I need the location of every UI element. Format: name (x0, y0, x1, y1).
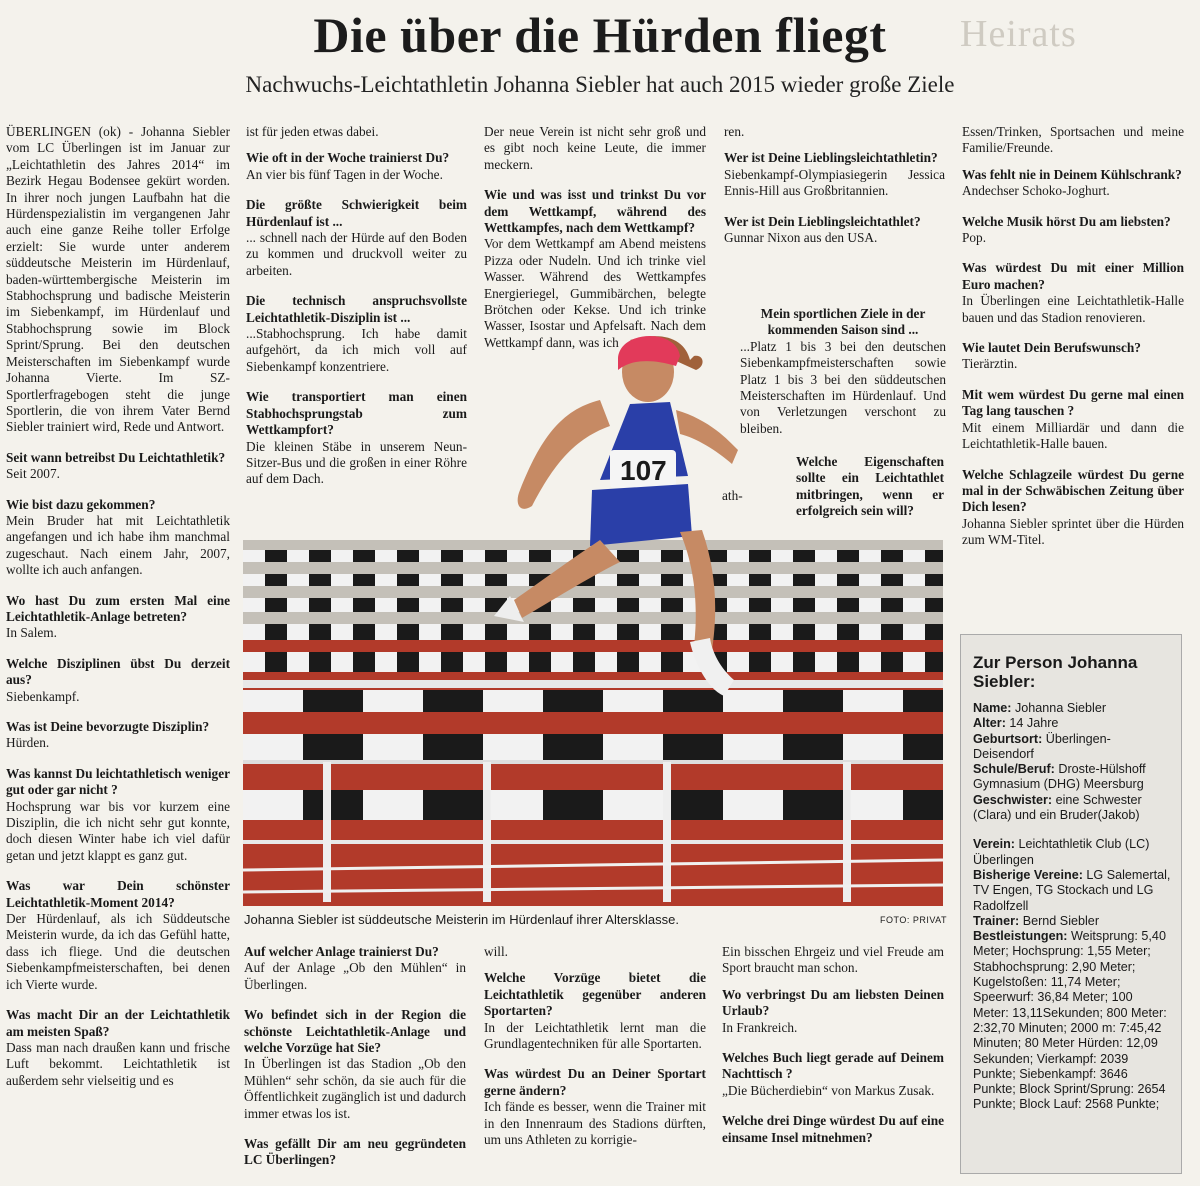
qa-item (724, 214, 945, 247)
question: Wie lautet Dein Berufswunsch? (962, 340, 1141, 356)
answer: An vier bis fünf Tagen in der Woche. (246, 166, 443, 182)
question: Seit wann betreibst Du Leichtathletik? (6, 449, 226, 465)
qa-list (962, 167, 1184, 549)
qa-item (246, 293, 467, 375)
lead-text: ren. (724, 124, 745, 139)
lead-text: Essen/Trinken, Sportsachen und meine Familie/Freunde. (962, 124, 1184, 156)
info-key: Bisherige Vereine: (973, 867, 1083, 882)
info-rows-sport (973, 837, 1171, 1112)
qa-item (244, 944, 466, 993)
info-value: Überlingen-Deisendorf (973, 731, 1111, 761)
qa-item (962, 167, 1184, 200)
qa-list (484, 970, 706, 1148)
info-row (973, 837, 1171, 868)
qa-item (6, 497, 230, 579)
lead-text: ist für jeden etwas dabei. (246, 124, 379, 139)
info-value: LG Salemertal, TV Engen, TG Stockach und LG Radolfzell (973, 867, 1171, 913)
question: Die größte Schwierigkeit beim Hürdenlauf ist ... (246, 197, 467, 229)
answer: Die kleinen Stäbe in unserem Neun-Sitzer-Bus und die großen in einer Röhre auf dem Dach. (246, 438, 467, 487)
answer: Mein Bruder hat mit Leichtathletik angefangen und ich habe ihm manchmal zugeschaut. Nach einem Jahr, 2007, wollte ich auch anfangen. (6, 512, 230, 578)
answer: In Überlingen eine Leichtathletik-Halle bauen und das Stadion renovieren. (962, 293, 1184, 325)
question: Welche Disziplinen übst Du derzeit aus? (6, 655, 230, 688)
info-key: Trainer: (973, 913, 1020, 928)
info-row (973, 868, 1171, 914)
subline: Nachwuchs-Leichtathletin Johanna Siebler hat auch 2015 wieder große Ziele (245, 72, 955, 97)
question: Welche Eigenschaften sollte ein Leichtathlet mitbringen, wenn er erfolgreich sein will? (796, 454, 944, 519)
info-row (973, 929, 1171, 1113)
question: Welche Schlagzeile würdest Du gerne mal in der Schwäbischen Zeitung über Dich lesen? (962, 466, 1184, 515)
info-key: Verein: (973, 837, 1015, 852)
qa-item (6, 656, 230, 705)
intro-paragraph: ÜBERLINGEN (ok) - Johanna Siebler vom LC Überlingen ist im Januar zur „Leichtathletin des Jahres 2014“ im Bezirk Hegau Bodensee gekürt worden. In ihrer noch jungen Laufbahn hat die Hürdenspezialistin im vergangenen Jahr auch eine ganze Reihe toller Erfolge erzielt: Sie wurde unter anderem süddeutsche Meisterin im Hürdenlauf, baden-württembergische Meisterin im Stabhochsprung und badische Meisterin im Siebenkampf, im Hürdenlauf und Stabhochsprung sowie im Block Sprint/Sprung. Bei den deutschen Meisterschaften im Siebenkampf wurde Johanna Vierte. Im SZ-Sportlerfragebogen steht die junge Sportlerin, die von ihrem Vater Bernd Siebler trainiert wird, Rede und Antwort. (6, 124, 230, 435)
photo-credit: FOTO: PRIVAT (880, 915, 948, 925)
info-row (973, 762, 1171, 793)
qa-list (246, 150, 467, 487)
hyphen-fragment: ath- (722, 488, 743, 503)
info-key: Geburtsort: (973, 731, 1043, 746)
goals-block (740, 306, 946, 437)
qa-item (244, 1136, 466, 1169)
question: Wie transportiert man einen Stabhochsprungstab zum Wettkampfort? (246, 389, 467, 438)
athlete-figure (480, 300, 740, 720)
traits-block (722, 454, 944, 520)
column-1 (6, 124, 230, 1103)
answer: Auf der Anlage „Ob den Mühlen“ in Überlingen. (244, 960, 466, 992)
answer: In Salem. (6, 625, 57, 641)
question: Was kannst Du leichtathletisch weniger gut oder gar nicht ? (6, 765, 230, 798)
answer: ... schnell nach der Hürde auf den Boden zu kommen und druckvoll weiter zu arbeiten. (246, 230, 467, 278)
qa-item (246, 150, 467, 183)
answer: Tierärztin. (962, 356, 1018, 372)
answer: „Die Bücherdiebin“ von Markus Zusak. (722, 1082, 935, 1098)
info-value: Bernd Siebler (1019, 913, 1100, 928)
qa-item (6, 593, 230, 642)
answer: Andechser Schoko-Joghurt. (962, 183, 1110, 199)
qa-item (6, 878, 230, 993)
qa-item (244, 1007, 466, 1122)
question: Wer ist Deine Lieblingsleichtathletin? (724, 150, 938, 166)
qa-item (962, 260, 1184, 326)
question: Was würdest Du an Deiner Sportart gerne ändern? (484, 1066, 706, 1098)
answer: Siebenkampf. (6, 688, 80, 704)
qa-item (6, 719, 230, 752)
question: Was war Dein schönster Leichtathletik-Moment 2014? (6, 878, 230, 910)
headline: Die über die Hürden fliegt (313, 7, 887, 63)
answer: Seit 2007. (6, 466, 60, 482)
question: Mit wem würdest Du gerne mal einen Tag lang tauschen ? (962, 386, 1184, 419)
qa-item (962, 214, 1184, 247)
column-2-bottom (244, 944, 466, 1183)
qa-item (246, 197, 467, 279)
qa-item (962, 340, 1184, 373)
qa-list (6, 450, 230, 1089)
answer: Der Hürdenlauf, als ich Süddeutsche Meisterin wurde, da ich das Gefühl hatte, dass ich fliege. Und die deutschen Siebenkampfmeisterschaften, bei denen ich Vierte wurde. (6, 911, 230, 992)
answer: Hürden. (6, 735, 50, 751)
question: Welche Vorzüge bietet die Leichtathletik gegenüber anderen Sportarten? (484, 970, 706, 1019)
column-4 (724, 124, 945, 260)
info-key: Alter: (973, 716, 1006, 731)
info-row (973, 914, 1171, 929)
answer: Hochsprung war bis vor kurzem eine Disziplin, die ich nicht sehr gut konnte, doch diesen Winter habe ich viel dafür getan und jetzt klappt es ganz gut. (6, 798, 230, 863)
answer: In Überlingen ist das Stadion „Ob den Mühlen“ sehr schön, da sie auch für die Öffentlichkeit zugänglich ist und dadurch immer etwas los ist. (244, 1056, 466, 1121)
qa-item (484, 970, 706, 1052)
column-4-bottom (722, 944, 944, 1160)
qa-item (6, 450, 230, 483)
qa-item (722, 987, 944, 1036)
qa-item (722, 1050, 944, 1099)
question: Was gefällt Dir am neu gegründeten LC Überlingen? (244, 1136, 466, 1168)
answer: Mit einem Milliardär und dann die Leichtathletik-Halle bauen. (962, 419, 1184, 452)
photo-caption: Johanna Siebler ist süddeutsche Meisterin im Hürdenlauf ihrer Altersklasse. (244, 912, 679, 927)
qa-item (246, 389, 467, 487)
info-row (973, 701, 1171, 716)
info-row (973, 793, 1171, 824)
answer: Vor dem Wettkampf am Abend meistens Pizza oder Nudeln. Und ich trinke viel Wasser. Während des Wettkampfes Energieriegel, Gummibärchen, belegte Brötchen oder Kekse. Und ich trinke Wasser, Isostar und Apfelsaft. Nach dem Wettkampf dann, was ich (484, 236, 706, 350)
column-2 (246, 124, 467, 502)
question: Was würdest Du mit einer Million Euro machen? (962, 260, 1184, 292)
question: Wie und was isst und trinkst Du vor dem Wettkampf, während des Wettkampfes, nach dem Wettkampf? (484, 187, 706, 236)
info-key: Bestleistungen: (973, 929, 1068, 944)
info-key: Geschwister: (973, 792, 1053, 807)
lead-text: Ein bisschen Ehrgeiz und viel Freude am Sport braucht man schon. (722, 944, 944, 976)
answer: In der Leichtathletik lernt man die Grundlagentechniken für alle Sportarten. (484, 1019, 706, 1052)
info-value: eine Schwester (Clara) und ein Bruder(Jakob) (973, 792, 1142, 823)
answer: ...Stabhochsprung. Ich habe damit aufgehört, da ich mich voll auf Siebenkampf konzentriere. (246, 326, 467, 374)
qa-list (722, 987, 944, 1146)
lead-text: will. (484, 944, 509, 959)
info-value: Johanna Siebler (1011, 701, 1107, 715)
answer: Gunnar Nixon aus den USA. (724, 230, 878, 246)
answer: Pop. (962, 230, 987, 246)
bib-number: 107 (620, 455, 667, 486)
qa-list (244, 944, 466, 1169)
answer: Siebenkampf-Olympiasiegerin Jessica Ennis-Hill aus Großbritannien. (724, 166, 945, 199)
info-key: Name: (973, 701, 1012, 715)
qa-item (962, 467, 1184, 549)
info-value: 14 Jahre (1005, 716, 1059, 731)
question: Wer ist Dein Lieblingsleichtathlet? (724, 213, 921, 229)
question: Was fehlt nie in Deinem Kühlschrank? (962, 166, 1182, 182)
question: Welches Buch liegt gerade auf Deinem Nachttisch ? (722, 1050, 944, 1082)
ghost-headline-right: Heirats (960, 13, 1077, 55)
info-row (973, 732, 1171, 763)
question: Wie oft in der Woche trainierst Du? (246, 150, 450, 166)
column-3-bottom (484, 944, 706, 1162)
question: Wo befindet sich in der Region die schönste Leichtathletik-Anlage und welche Vorzüge hat Sie? (244, 1007, 466, 1056)
question: Welche Musik hörst Du am liebsten? (962, 213, 1171, 229)
question: Wo verbringst Du am liebsten Deinen Urlaub? (722, 986, 944, 1019)
qa-list (724, 150, 945, 246)
question: Was ist Deine bevorzugte Disziplin? (6, 719, 210, 734)
question: Auf welcher Anlage trainierst Du? (244, 944, 439, 959)
qa-item (722, 1113, 944, 1146)
person-info-box (960, 634, 1182, 1174)
info-box-title: Zur Person Johanna Siebler: (973, 653, 1138, 691)
answer: Ich fände es besser, wenn die Trainer mit in den Innenraum des Stadions dürften, um uns Athleten zu korrigie- (484, 1099, 706, 1148)
question: Wie bist dazu gekommen? (6, 496, 156, 512)
qa-item (724, 150, 945, 199)
question: Die technisch anspruchsvollste Leichtathletik-Disziplin ist ... (246, 293, 467, 325)
info-value: Weitsprung: 5,40 Meter; Hochsprung: 1,55 Meter; Stabhochsprung: 2,90 Meter; Kugelstoßen: 11,74 Meter; Speerwurf: 36,84 Meter; 100 Meter: 13,11Sekunden; 800 Meter: 2:32,70 Minuten; 2000 m: 7:45,42 Minuten; 80 Meter Hürden: 12,09 Sekunden; Vierkampf: 2039 Punkte; Siebenkampf: 3646 Punkte; Block Sprint/Sprung: 2654 Punkte; Block Lauf: 2568 Punkte; (973, 929, 1167, 1112)
answer: ...Platz 1 bis 3 bei den deutschen Siebenkampfmeisterschaften sowie Platz 1 bis 3 bei den süddeutschen Meisterschaften im Hürdenlauf. Und von Verletzungen verschont zu bleiben. (740, 338, 946, 436)
info-value: Droste-Hülshoff Gymnasium (DHG) Meersburg (973, 762, 1146, 792)
qa-item (484, 1066, 706, 1148)
question: Was macht Dir an der Leichtathletik am meisten Spaß? (6, 1007, 230, 1039)
info-rows-personal (973, 701, 1171, 823)
lead-text: Der neue Verein ist nicht sehr groß und es gibt noch keine Leute, die immer meckern. (484, 124, 706, 172)
column-5 (962, 124, 1184, 563)
answer: In Frankreich. (722, 1019, 798, 1035)
question: Wo hast Du zum ersten Mal eine Leichtathletik-Anlage betreten? (6, 592, 230, 624)
qa-item (962, 387, 1184, 453)
info-row (973, 716, 1171, 731)
answer: Johanna Siebler sprintet über die Hürden zum WM-Titel. (962, 515, 1184, 548)
qa-item (6, 766, 230, 864)
qa-item (6, 1007, 230, 1089)
question: Welche drei Dinge würdest Du auf eine einsame Insel mitnehmen? (722, 1113, 944, 1145)
info-key: Schule/Beruf: (973, 762, 1055, 777)
question: Mein sportlichen Ziele in der kommenden Saison sind ... (760, 306, 926, 338)
info-value: Leichtathletik Club (LC) Überlingen (973, 837, 1150, 867)
answer: Dass man nach draußen kann und frische Luft bekommt. Leichtathletik ist außerdem sehr vielseitig und es (6, 1039, 230, 1088)
